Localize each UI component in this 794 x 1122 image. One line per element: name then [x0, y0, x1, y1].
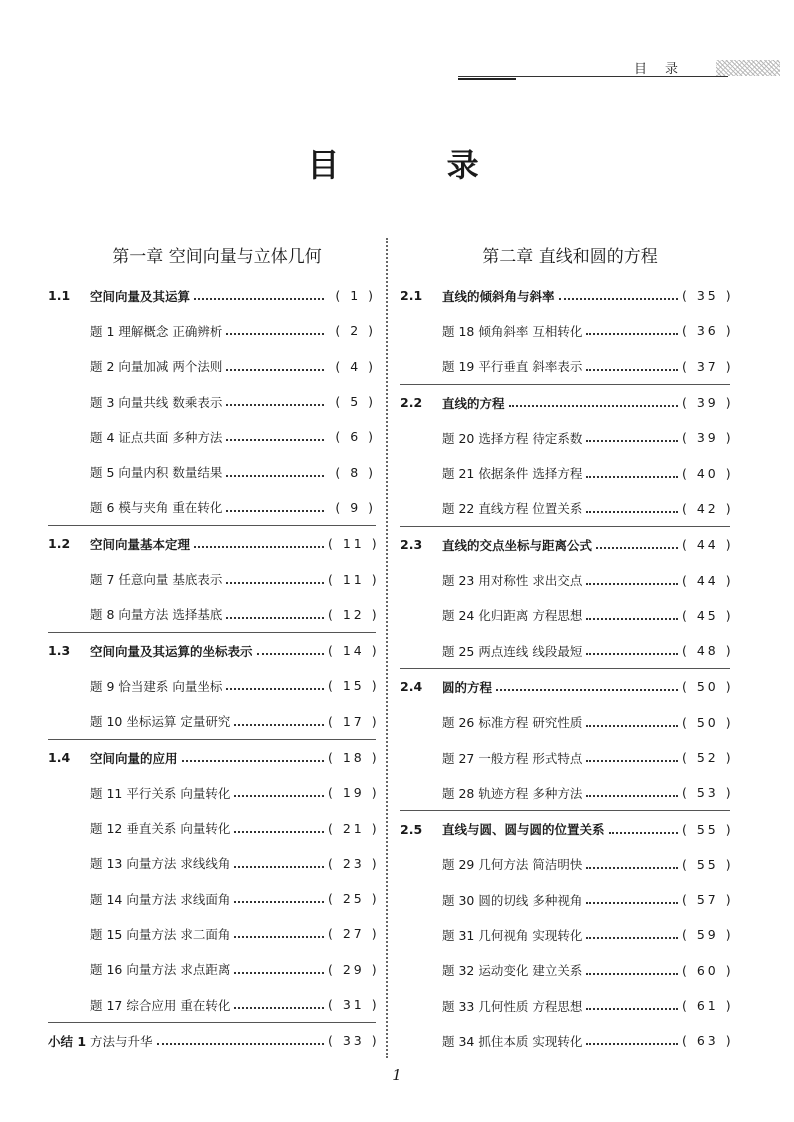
toc-entry[interactable] [400, 420, 734, 455]
entry-title: 题 11 平行关系 向量转化 [90, 785, 231, 801]
entry-page: ( 39 ) [682, 395, 734, 411]
entry-page: ( 44 ) [682, 572, 734, 588]
entry-title: 题 5 向量内积 数量结果 [90, 465, 223, 481]
leader-dots [234, 1006, 324, 1009]
section-number: 2.5 [400, 821, 423, 837]
leader-dots [586, 936, 678, 939]
leader-dots [226, 438, 324, 441]
column-divider [386, 238, 388, 1058]
entry-title: 题 7 任意向量 基底表示 [90, 572, 223, 588]
leader-dots [586, 332, 678, 335]
leader-dots [226, 368, 324, 371]
toc-entry[interactable] [48, 668, 380, 703]
entry-page: ( 9 ) [335, 499, 376, 515]
toc-entry[interactable] [48, 881, 380, 916]
entry-page: ( 31 ) [328, 997, 380, 1013]
leader-dots [226, 474, 324, 477]
running-header [458, 58, 780, 78]
entry-page: ( 57 ) [682, 892, 734, 908]
toc-entry[interactable] [400, 1023, 734, 1058]
entry-page: ( 53 ) [682, 785, 734, 801]
toc-entry[interactable] [400, 491, 734, 526]
entry-page: ( 29 ) [328, 961, 380, 977]
entry-page: ( 21 ) [328, 820, 380, 836]
leader-dots [586, 759, 678, 762]
chapter-heading-2: 第二章 直线和圆的方程 [482, 247, 658, 267]
leader-dots [226, 616, 324, 619]
leader-dots [586, 901, 678, 904]
header-rule-thick [458, 78, 516, 80]
leader-dots [559, 297, 678, 300]
entry-page: ( 15 ) [328, 678, 380, 694]
leader-dots [586, 1042, 678, 1045]
toc-entry[interactable] [400, 847, 734, 882]
toc-entry[interactable] [400, 562, 734, 597]
entry-title: 题 32 运动变化 建立关系 [442, 963, 583, 979]
entry-title: 题 13 向量方法 求线线角 [90, 856, 231, 872]
entry-page: ( 44 ) [682, 537, 734, 553]
entry-page: ( 1 ) [335, 288, 376, 304]
entry-title: 题 31 几何视角 实现转化 [442, 927, 583, 943]
leader-dots [234, 794, 324, 797]
entry-title: 题 15 向量方法 求二面角 [90, 926, 231, 942]
header-ornament [716, 60, 780, 76]
entry-title: 方法与升华 [90, 1033, 153, 1049]
leader-dots [226, 509, 324, 512]
leader-dots [596, 546, 678, 549]
section-number: 1.4 [48, 750, 71, 765]
section-number: 2.2 [400, 395, 423, 411]
entry-title: 题 6 模与夹角 重在转化 [90, 500, 223, 516]
toc-entry[interactable] [48, 454, 376, 489]
leader-dots [234, 971, 324, 974]
chapter-heading-1: 第一章 空间向量与立体几何 [112, 247, 322, 267]
section-number: 1.3 [48, 643, 71, 659]
entry-page: ( 11 ) [328, 536, 380, 552]
entry-page: ( 40 ) [682, 465, 734, 481]
leader-dots [194, 297, 324, 300]
toc-entry[interactable] [48, 987, 380, 1022]
entry-page: ( 5 ) [335, 394, 376, 410]
leader-dots [586, 794, 678, 797]
toc-entry[interactable] [400, 740, 734, 775]
toc-entry[interactable] [48, 561, 380, 596]
entry-title: 题 3 向量共线 数乘表示 [90, 394, 223, 410]
leader-dots [586, 439, 678, 442]
entry-title: 空间向量及其运算的坐标表示 [90, 643, 253, 659]
toc-entry[interactable] [400, 598, 734, 633]
entry-page: ( 23 ) [328, 855, 380, 871]
entry-title: 空间向量基本定理 [90, 536, 191, 552]
entry-title: 题 29 几何方法 简洁明快 [442, 857, 583, 873]
entry-page: ( 14 ) [328, 643, 380, 659]
entry-page: ( 39 ) [682, 430, 734, 446]
toc-entry[interactable] [48, 846, 380, 881]
entry-page: ( 18 ) [328, 750, 380, 765]
entry-page: ( 6 ) [335, 429, 376, 445]
entry-title: 题 10 坐标运算 定量研究 [90, 714, 231, 730]
entry-title: 题 20 选择方程 待定系数 [442, 430, 583, 446]
entry-page: ( 27 ) [328, 926, 380, 942]
toc-entry[interactable] [400, 349, 734, 384]
leader-dots [257, 652, 324, 655]
entry-page: ( 55 ) [682, 856, 734, 872]
leader-dots [234, 865, 324, 868]
entry-title: 题 9 恰当建系 向量坐标 [90, 678, 223, 694]
leader-dots [182, 759, 324, 762]
running-header-title: 目录 [634, 62, 697, 77]
leader-dots [586, 368, 678, 371]
section-number: 1.2 [48, 536, 71, 552]
leader-dots [226, 332, 324, 335]
toc-entry[interactable] [400, 633, 734, 668]
entry-title: 题 34 抓住本质 实现转化 [442, 1033, 583, 1049]
entry-page: ( 11 ) [328, 571, 380, 587]
leader-dots [234, 900, 324, 903]
entry-page: ( 12 ) [328, 606, 380, 622]
entry-title: 题 1 理解概念 正确辨析 [90, 323, 223, 339]
entry-title: 题 30 圆的切线 多种视角 [442, 892, 583, 908]
toc-entry[interactable] [48, 597, 380, 632]
toc-list-right [400, 278, 734, 1059]
entry-title: 题 22 直线方程 位置关系 [442, 501, 583, 517]
entry-title: 题 27 一般方程 形式特点 [442, 750, 583, 766]
toc-entry[interactable] [400, 705, 734, 740]
entry-page: ( 36 ) [682, 323, 734, 339]
entry-page: ( 2 ) [335, 323, 376, 339]
toc-entry[interactable] [48, 739, 380, 775]
leader-dots [234, 935, 324, 938]
entry-title: 题 28 轨迹方程 多种方法 [442, 785, 583, 801]
toc-entry[interactable] [48, 1022, 380, 1058]
leader-dots [586, 866, 678, 869]
toc-entry[interactable] [48, 952, 380, 987]
entry-title: 空间向量的应用 [90, 750, 178, 766]
toc-entry[interactable] [48, 490, 376, 525]
leader-dots [234, 830, 324, 833]
entry-page: ( 25 ) [328, 891, 380, 907]
leader-dots [586, 617, 678, 620]
toc-entry[interactable] [48, 419, 376, 454]
entry-page: ( 19 ) [328, 785, 380, 801]
leader-dots [226, 403, 324, 406]
entry-title: 空间向量及其运算 [90, 288, 191, 304]
entry-title: 题 25 两点连线 线段最短 [442, 643, 583, 659]
entry-page: ( 55 ) [682, 821, 734, 837]
entry-page: ( 17 ) [328, 713, 380, 729]
toc-entry[interactable] [48, 775, 380, 810]
toc-entry[interactable] [400, 775, 734, 810]
entry-page: ( 52 ) [682, 750, 734, 765]
leader-dots [586, 510, 678, 513]
entry-title: 题 8 向量方法 选择基底 [90, 607, 223, 623]
toc-entry[interactable] [48, 916, 380, 951]
toc-entry[interactable] [48, 349, 376, 384]
page-number: 1 [392, 1066, 402, 1084]
entry-title: 直线的方程 [442, 395, 505, 411]
entry-page: ( 48 ) [682, 643, 734, 659]
leader-dots [586, 652, 678, 655]
entry-page: ( 33 ) [328, 1033, 380, 1049]
leader-dots [586, 724, 678, 727]
entry-page: ( 50 ) [682, 714, 734, 730]
entry-page: ( 61 ) [682, 998, 734, 1014]
toc-entry[interactable] [48, 810, 380, 845]
entry-title: 题 16 向量方法 求点距离 [90, 962, 231, 978]
leader-dots [509, 404, 678, 407]
page-title: 目 录 [307, 146, 527, 184]
entry-page: ( 42 ) [682, 500, 734, 516]
entry-title: 直线的倾斜角与斜率 [442, 288, 555, 304]
toc-entry[interactable] [48, 525, 380, 561]
toc-entry[interactable] [400, 810, 734, 846]
entry-title: 圆的方程 [442, 679, 493, 695]
entry-title: 题 17 综合应用 重在转化 [90, 997, 231, 1013]
entry-page: ( 37 ) [682, 358, 734, 374]
entry-page: ( 60 ) [682, 962, 734, 978]
toc-entry[interactable] [400, 384, 734, 420]
entry-title: 直线的交点坐标与距离公式 [442, 537, 593, 553]
entry-page: ( 8 ) [335, 464, 376, 480]
toc-entry[interactable] [400, 917, 734, 952]
toc-entry[interactable] [400, 526, 734, 562]
leader-dots [586, 582, 678, 585]
leader-dots [157, 1042, 324, 1045]
entry-title: 直线与圆、圆与圆的位置关系 [442, 822, 605, 838]
entry-page: ( 35 ) [682, 288, 734, 304]
leader-dots [586, 1007, 678, 1010]
toc-entry[interactable] [400, 988, 734, 1023]
toc-list-left [48, 278, 380, 1059]
header-rule [458, 76, 728, 77]
toc-entry[interactable] [48, 278, 376, 313]
section-number: 2.1 [400, 288, 423, 304]
toc-entry[interactable] [400, 953, 734, 988]
entry-page: ( 59 ) [682, 927, 734, 943]
entry-title: 题 2 向量加减 两个法则 [90, 359, 223, 375]
section-number: 1.1 [48, 288, 71, 304]
entry-page: ( 63 ) [682, 1033, 734, 1049]
entry-title: 题 19 平行垂直 斜率表示 [442, 359, 583, 375]
entry-page: ( 50 ) [682, 679, 734, 695]
entry-title: 题 24 化归距离 方程思想 [442, 608, 583, 624]
leader-dots [586, 475, 678, 478]
entry-title: 题 23 用对称性 求出交点 [442, 573, 583, 589]
section-number: 2.4 [400, 679, 423, 695]
toc-entry[interactable] [400, 882, 734, 917]
toc-entry[interactable] [48, 704, 380, 739]
entry-title: 题 33 几何性质 方程思想 [442, 998, 583, 1014]
toc-entry[interactable] [48, 384, 376, 419]
entry-title: 题 14 向量方法 求线面角 [90, 891, 231, 907]
toc-entry[interactable] [400, 668, 734, 704]
leader-dots [234, 723, 324, 726]
leader-dots [496, 688, 678, 691]
section-number: 2.3 [400, 537, 423, 553]
entry-title: 题 26 标准方程 研究性质 [442, 715, 583, 731]
section-number: 小结 1 [48, 1033, 87, 1049]
entry-page: ( 4 ) [335, 358, 376, 374]
leader-dots [609, 831, 678, 834]
entry-title: 题 4 证点共面 多种方法 [90, 429, 223, 445]
leader-dots [226, 687, 324, 690]
right-column [400, 240, 734, 1059]
toc-entry[interactable] [48, 313, 376, 348]
entry-page: ( 45 ) [682, 607, 734, 623]
toc-entry[interactable] [400, 455, 734, 490]
leader-dots [226, 581, 324, 584]
toc-entry[interactable] [400, 313, 734, 348]
toc-entry[interactable] [48, 632, 380, 668]
left-column [48, 240, 380, 1059]
entry-title: 题 12 垂直关系 向量转化 [90, 821, 231, 837]
leader-dots [586, 972, 678, 975]
entry-title: 题 21 依据条件 选择方程 [442, 466, 583, 482]
entry-title: 题 18 倾角斜率 互相转化 [442, 323, 583, 339]
leader-dots [194, 545, 324, 548]
toc-entry[interactable] [400, 278, 734, 313]
